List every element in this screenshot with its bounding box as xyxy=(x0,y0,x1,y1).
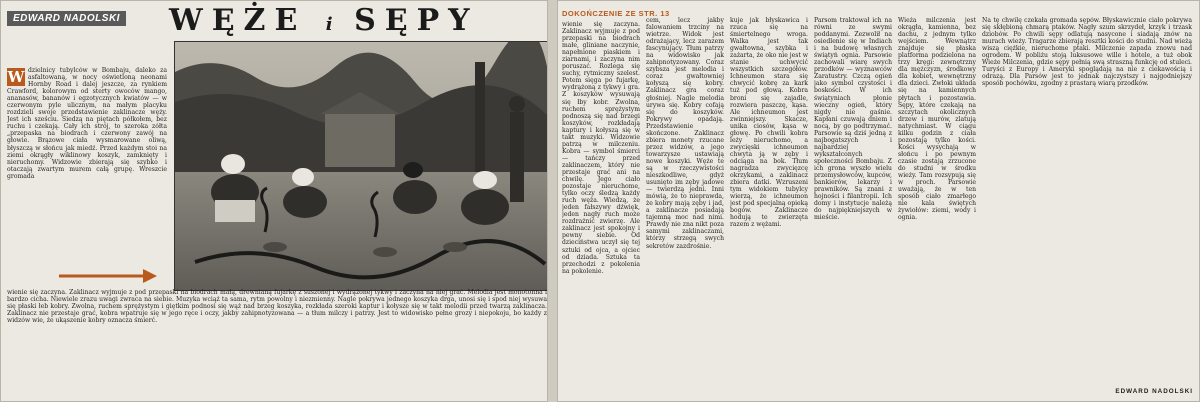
lead-paragraph: dzielnicy tubylców w Bombaju, daleko za asfaltowaną, w nocy oświetloną neonami Hornby Road i dalej jeszcze, za rynkiem Crawford, kolorowym od sterty owoców mango, ananasów, bananów i egzotycznych kwiatów — w czerwonym pyle ulicznym, na małym placyku rozdzieli swoje przedstawienie zaklinacze węży. Jest ich sześciu. Siedzą na piętach półkołem, bez ruchu i czekają. Cały ich strój, to szeroka zółta „przepaska na biodrach i czerwony zawój na głowie. Brązowe ciała wysmarowane oliwą, błyszczą w słońcu jak miedź. Przed każdym stoi na ziemi okrągły wiklinowy koszyk, zamknięty i nieruchomy. xyxy=(7,67,167,166)
snake-charmers-photo xyxy=(174,41,548,291)
lead-text xyxy=(7,67,167,273)
page-gutter xyxy=(548,0,557,402)
left-page xyxy=(0,0,548,402)
column-5: Wieża milczenia jest okrągła, kamienna, bez dachu, z jednym tylko wejściem. Wewnątrz znajduje się płaska platforma podzielona na trzy kręgi: zewnętrzny dla mężczyzn, środkowy dla kobiet, wewnętrzny dla dzieci. Zwłoki układa się na kamiennych płytach i pozostawia. Sępy, które czekają na szczytach okolicznych drzew i murów, zlatują natychmiast. W ciągu kilku godzin z ciała pozostają tylko kości. Kości wysychają w słońcu i po pewnym czasie zostają zrzucone do studni w środku wieży. Tam rozsypują się w proch. Parsowie uważają, że w ten sposób ciało zmarłego nie kala świętych żywiołów: ziemi, wody i ognia. xyxy=(898,17,976,222)
author-name: EDWARD NADOLSKI xyxy=(7,11,126,26)
article-title xyxy=(169,3,479,38)
title-part2: SĘPY xyxy=(354,3,479,38)
title-part1: WĘŻE xyxy=(169,3,307,38)
column-3: kuje jak błyskawica i rzuca się na śmiertelnego wroga. Walka jest tak gwałtowna, szybka i zażarta, że oko nie jest w stanie uchwycić wszystkich szczegółów. Ichneumon stara się chwycić kobrę za kark tuż pod głową. Kobra broni się zajadle, rozwiera paszczę, kąsa. Ale ichneumon jest zwinniejszy. Skacze, unika ciosów, kąsa w głowę. Po chwili kobra leży nieruchomo, a zwycięski ichneumon chwyta ją w zęby i odciąga na bok. Tłum nagradza zwycięzcę okrzykami, a zaklinacz zbiera datki. Wzruszeni tym widokiem tubylcy wierzą, że ichneumon jest pod specjalną opieką bogów. Zaklinacze hodują te zwierzęta razem z wężami. xyxy=(730,17,808,229)
column-6: Na tę chwilę czekała gromada sępów. Błyskawicznie ciało pokrywa się skłębioną chmarą ptaków. Nagły szum skrzydeł, krzyk i trzask dziobów. Po chwili sępy odlatują nasycone i siadają znów na murach wieży. Tragarze zbierają resztki kości do studni. Nad wieżą wiszą ciężkie, nieruchome ptaki. Milczenie zapada znowu nad ogrodem. W pobliżu stoją luksusowe wille i hotele, a tuż obok Wieże Milczenia, gdzie sępy pełnią swą straszną funkcję od stuleci. Turyści z Europy i Ameryki spoglądają na nie z ciekawością i odrazą. Dla Parsów jest to jednak najczystszy i najgodniejszy sposób pochówku, zgodny z prastarą wiarą przodków. xyxy=(982,17,1192,88)
column-2: cem, lecz jakby falowaniem trzciny na wietrze. Widok jest odrażający, lecz zarazem fascynujący. Tłum patrzy na widowisko jak zahipnotyzowany. Coraz szybsza jest melodia i coraz gwałtowniej kołyszą się kobry. Zaklinacz gra coraz głośniej. Nagle melodia urywa się. Kobry cofają się do koszyków. Pokrywy opadają. Przedstawienie skończone. Zaklinacz zbiera monety rzucane przez widzów, a jego towarzysze ustawiają nowe koszyki. Węże te są w rzeczywistości nieszkodliwe, gdyż usunięto im zęby jadowe — twierdzą jedni. Inni mówią, że to nieprawda, że kobry mają zęby i jad, a zaklinacze posiadają tajemną moc nad nimi. Prawdy nie zna nikt poza samymi zaklinaczami, którzy strzegą swych sekretów zazdrośnie. xyxy=(646,17,724,250)
right-page xyxy=(557,0,1200,402)
column-4: Parsom traktował ich na równi ze swymi poddanymi. Zezwolił na osiedlenie się w Indiach i na budowę własnych świątyń ognia. Parsowie zachowali wiarę swych przodków — wyznawców Zaratustry. Czczą ogień jako symbol czystości i boskości. W ich świątyniach płonie wieczny ogień, który nigdy nie gaśnie. Kapłani czuwają dniem i nocą, by go podtrzymać. Parsowie są dziś jedną z najbogatszych i najbardziej wykształconych społeczności Bombaju. Z ich grona wyszło wielu przemysłowców, kupców, bankierów, lekarzy i prawników. Są znani z hojności i filantropii. Ich domy i instytucje należą do najpiękniejszych w mieście. xyxy=(814,17,892,222)
lead-paragraph-2: Widzowie zbierają się szybko i otaczają zwartym murem całą grupę. Wreszcie gromada xyxy=(7,158,167,180)
photo-caption: wienie się zaczyna. Zaklinacz wyjmuje z pod przepaski na biodrach małą, drewnianą fujarkę z suszonej i wydrążonej tykwy i zaczyna na niej grać. Melodia jest monotonna i bardzo cicha. Niewiele zrazu uwagi zwraca na siebie. Muzyka wciąż ta sama, rytm powolny i niezmienny. Nagle pokrywa jednego koszyka drga, unosi się i spod niej wysuwa się płaski łeb kobry. Zwolna, ruchem sprężystym i giętkim podnosi się wąż nad brzeg koszyka, rozkłada szeroki kaptur i kołysze się w takt melodii przed twarzą zaklinacza. Zaklinacz nie przestaje grać, kobra wpatruje się w jego ręce i oczy, jakby zahipnotyzowana — a tłum milczy i patrzy. Jest to widowisko pełne grozy i niepokoju, bo każdy z widzów wie, że ukąszenie kobry oznacza śmierć. xyxy=(7,289,547,325)
continuation-header: DOKOŃCZENIE ZE STR. 13 xyxy=(562,9,670,18)
title-conjunction: i xyxy=(325,14,335,35)
column-1: wienie się zaczyna. Zaklinacz wyjmuje z pod przepaski na biodrach małe, gliniane naczynie, napełnione piaskiem i ziarnami, i zaczyna nim poruszać. Rozlega się suchy, rytmiczny szelest. Potem sięga po fujarkę, wydrążoną z tykwy i gra. Z koszyków wysuwają się łby kobr. Zwolna, ruchem sprężystym podnoszą się nad brzegi koszyków, rozkładają kaptury i kołyszą się w takt muzyki. Widzowie patrzą w milczeniu. Kobra — symbol śmierci — tańczy przed zaklinaczem, który nie przestaje grać ani na chwilę. Jego ciało pozostaje nieruchome, tylko oczy śledzą każdy ruch węża. Wiedzą, że jeden fałszywy dźwięk, jeden nagły ruch może rozdrażnić zwierzę. Ale zaklinacz jest spokojny i pewny siebie. Od dzieciństwa uczył się tej sztuki od ojca, a ojciec od dziada. Sztuka ta przechodzi z pokolenia na pokolenie. xyxy=(562,21,640,275)
arrow-right-icon xyxy=(59,267,159,285)
dropcap: W xyxy=(7,68,25,86)
signature: EDWARD NADOLSKI xyxy=(1115,388,1193,395)
